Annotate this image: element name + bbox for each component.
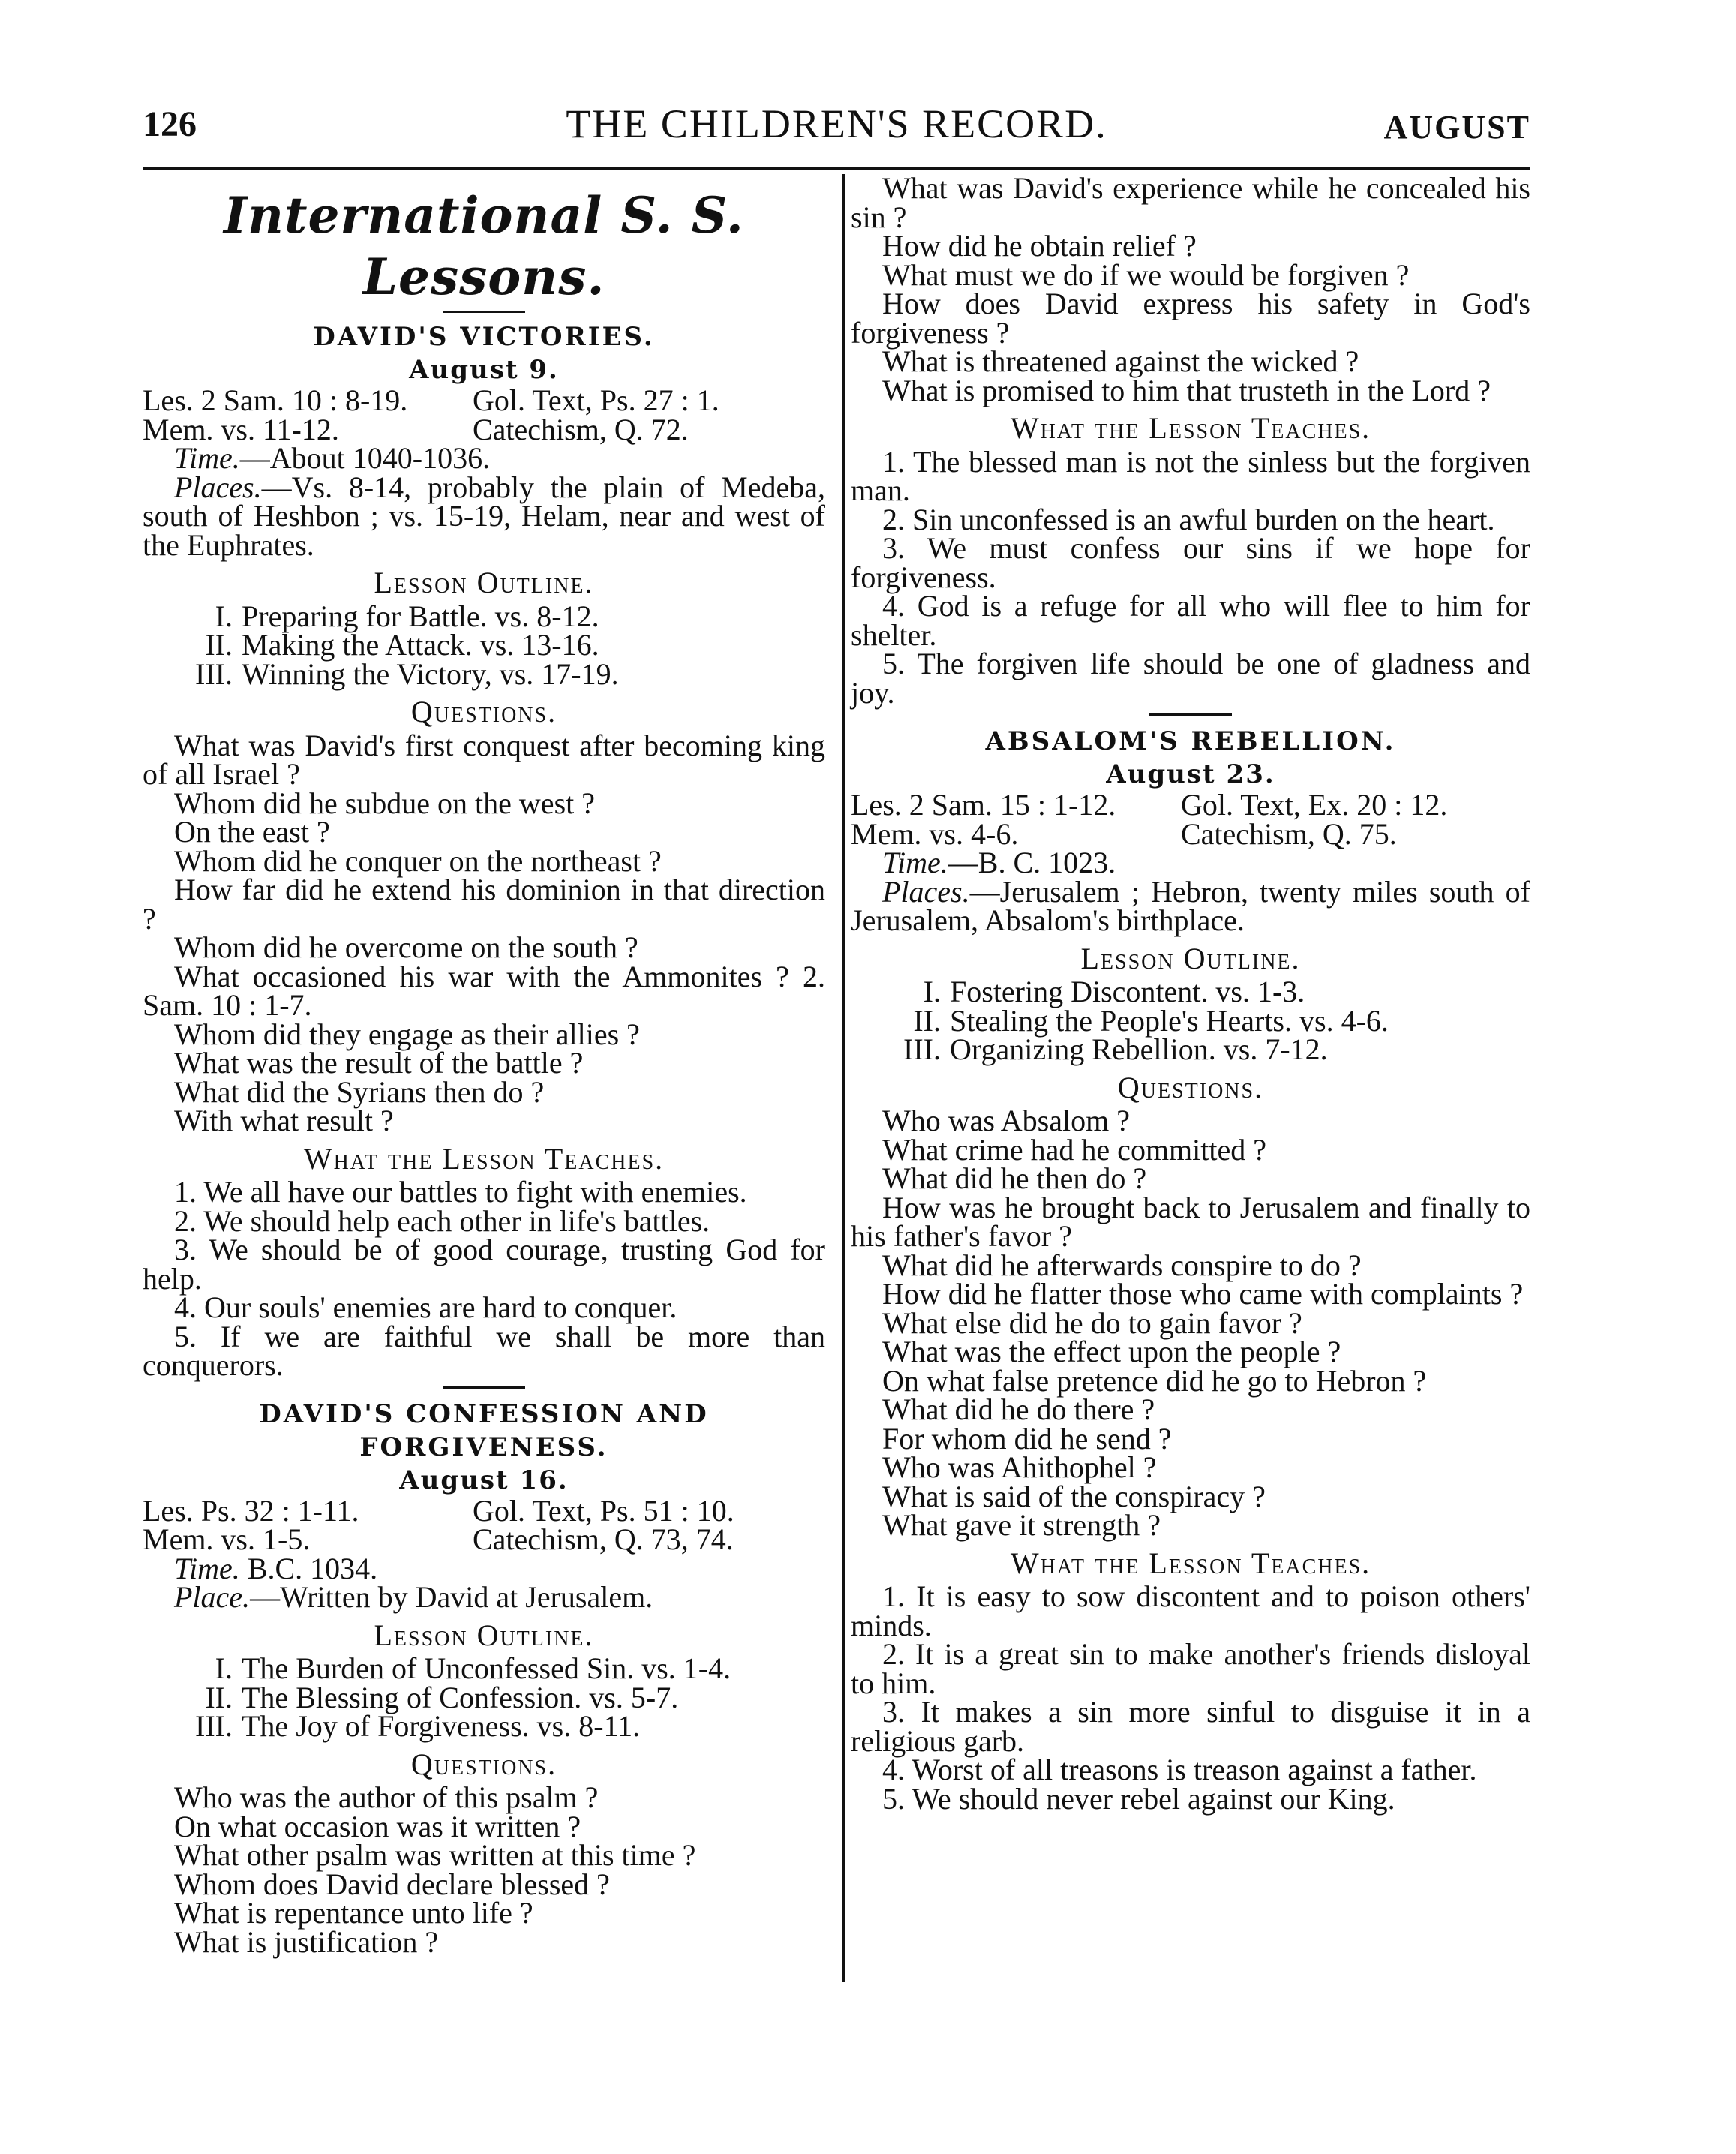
time-value: —B. C. 1023. xyxy=(948,846,1116,879)
lesson-title: DAVID'S CONFESSION AND FORGIVENESS. xyxy=(259,1398,709,1462)
question: What did he afterwards conspire to do ? xyxy=(882,1248,1362,1282)
lesson-outline xyxy=(143,1651,825,1743)
question: What is promised to him that trusteth in the Lord ? xyxy=(882,373,1491,407)
lesson-reading: Les. 2 Sam. 15 : 1-12. xyxy=(851,788,1116,822)
lesson-outline xyxy=(851,975,1530,1066)
question: Whom did he conquer on the northeast ? xyxy=(174,843,662,878)
outline-num: II. xyxy=(913,1003,941,1038)
lesson-refs xyxy=(143,383,825,417)
lesson-places xyxy=(143,1580,825,1614)
lesson-title: DAVID'S VICTORIES. xyxy=(313,322,655,352)
outline-text: Preparing for Battle. vs. 8-12. xyxy=(242,599,599,633)
lesson-refs xyxy=(143,1493,825,1528)
teaching: 1. The blessed man is not the sinless but the forgiven man. xyxy=(851,444,1530,507)
outline-text: Making the Attack. vs. 13-16. xyxy=(242,628,599,662)
outline-heading: Lesson Outline. xyxy=(374,566,594,599)
teaches-heading: What the Lesson Teaches. xyxy=(1010,1546,1371,1580)
lesson-date: August 23. xyxy=(1106,759,1275,789)
outline-item xyxy=(143,1651,825,1685)
masthead: International S. S. Lessons. xyxy=(224,186,744,306)
places-label: Places. xyxy=(882,874,970,909)
outline-text: The Joy of Forgiveness. vs. 8-11. xyxy=(242,1709,641,1743)
question: Who was the author of this psalm ? xyxy=(174,1780,599,1814)
memory-verses: Mem. vs. 4-6. xyxy=(851,816,1019,851)
golden-text: Gol. Text, Ps. 51 : 10. xyxy=(473,1493,734,1528)
outline-item xyxy=(143,1709,825,1743)
lesson-time xyxy=(851,846,1530,879)
running-head-month: AUGUST xyxy=(1383,109,1530,146)
memory-verses: Mem. vs. 11-12. xyxy=(143,412,339,446)
lesson-date: August 9. xyxy=(409,355,559,385)
places-value: —Written by David at Jerusalem. xyxy=(250,1580,653,1614)
outline-num: II. xyxy=(205,628,233,662)
outline-text: Winning the Victory, vs. 17-19. xyxy=(242,656,619,691)
questions-heading: Questions. xyxy=(410,695,557,729)
time-label: Time. xyxy=(174,441,240,475)
outline-item xyxy=(143,1680,825,1714)
question: Whom did they engage as their allies ? xyxy=(174,1017,640,1051)
places-label: Places. xyxy=(174,470,262,504)
divider xyxy=(1149,713,1232,716)
teaches-heading: What the Lesson Teaches. xyxy=(303,1141,665,1176)
question: What did he do there ? xyxy=(882,1392,1155,1426)
time-value: —About 1040-1036. xyxy=(239,441,491,475)
lesson-time xyxy=(143,441,825,475)
outline-item xyxy=(143,656,825,691)
places-value: —Jerusalem ; Hebron, twenty miles south of Jerusalem, Absalom's birthplace. xyxy=(851,874,1530,937)
outline-num: I. xyxy=(215,1651,233,1685)
question: Who was Absalom ? xyxy=(882,1104,1130,1137)
lesson-date: August 16. xyxy=(399,1465,569,1495)
teaching: 1. We all have our battles to fight with enemies. xyxy=(174,1175,747,1209)
outline-item xyxy=(851,1032,1530,1066)
question: On what false pretence did he go to Hebron ? xyxy=(882,1363,1427,1398)
lesson-time xyxy=(143,1551,825,1585)
question: What was David's first conquest after becoming king of all Israel ? xyxy=(143,728,825,791)
catechism: Catechism, Q. 75. xyxy=(1181,816,1397,851)
teaching: 2. Sin unconfessed is an awful burden on the heart. xyxy=(882,502,1495,536)
catechism: Catechism, Q. 73, 74. xyxy=(473,1522,734,1556)
outline-item xyxy=(143,599,825,633)
outline-item xyxy=(143,628,825,662)
teaching: 5. The forgiven life should be one of gladness and joy. xyxy=(851,647,1530,710)
question: What must we do if we would be forgiven ? xyxy=(882,257,1410,292)
lesson-outline xyxy=(143,599,825,691)
time-label: Time. xyxy=(882,846,948,879)
question: What is justification ? xyxy=(174,1924,439,1959)
question: What is threatened against the wicked ? xyxy=(882,344,1359,378)
teaching: 2. We should help each other in life's battles. xyxy=(174,1203,710,1238)
question: How far did he extend his dominion in that direction ? xyxy=(143,873,825,936)
question: Whom did he overcome on the south ? xyxy=(174,930,638,964)
divider xyxy=(443,1386,525,1389)
right-column xyxy=(851,171,1530,1816)
golden-text: Gol. Text, Ps. 27 : 1. xyxy=(473,383,719,417)
places-value: —Vs. 8-14, probably the plain of Medeba, south of Heshbon ; vs. 15-19, Helam, near and west of the Euphrates. xyxy=(143,470,825,562)
question: What did the Syrians then do ? xyxy=(174,1074,545,1109)
question: What was David's experience while he concealed his sin ? xyxy=(851,171,1530,234)
lesson-refs xyxy=(143,412,825,446)
question: On the east ? xyxy=(174,815,330,849)
question: Who was Ahithophel ? xyxy=(882,1450,1157,1484)
outline-item xyxy=(851,975,1530,1008)
teaching: 3. We should be of good courage, trusting God for help. xyxy=(143,1233,825,1296)
question: Whom did he subdue on the west ? xyxy=(174,786,595,820)
question: What else did he do to gain favor ? xyxy=(882,1305,1302,1340)
teaching: 5. We should never rebel against our King. xyxy=(882,1781,1395,1816)
page-number: 126 xyxy=(143,104,197,144)
lesson-places xyxy=(851,874,1530,937)
lesson-davids-confession xyxy=(143,1398,825,1957)
outline-num: I. xyxy=(923,975,941,1008)
question: What is said of the conspiracy ? xyxy=(882,1479,1266,1513)
question: What gave it strength ? xyxy=(882,1508,1161,1542)
lesson-reading: Les. 2 Sam. 10 : 8-19. xyxy=(143,383,408,417)
outline-text: The Blessing of Confession. vs. 5-7. xyxy=(242,1680,679,1714)
question: What did he then do ? xyxy=(882,1161,1147,1195)
question: How was he brought back to Jerusalem and finally to his father's favor ? xyxy=(851,1190,1530,1253)
lesson-places xyxy=(143,470,825,562)
question: On what occasion was it written ? xyxy=(174,1809,581,1843)
outline-text: Stealing the People's Hearts. vs. 4-6. xyxy=(950,1003,1389,1038)
question: How does David express his safety in God's forgiveness ? xyxy=(851,287,1530,350)
outline-num: III. xyxy=(903,1032,941,1066)
teaching: 3. We must confess our sins if we hope for forgiveness. xyxy=(851,531,1530,594)
question: Whom does David declare blessed ? xyxy=(174,1867,610,1901)
left-column xyxy=(143,174,825,1957)
outline-num: III. xyxy=(195,1709,233,1743)
question: How did he flatter those who came with complaints ? xyxy=(882,1277,1524,1311)
question: What was the effect upon the people ? xyxy=(882,1335,1341,1368)
question: What was the result of the battle ? xyxy=(174,1046,584,1080)
header-rule xyxy=(143,167,1530,170)
lesson-davids-victories xyxy=(143,320,825,1380)
journal-title: THE CHILDREN'S RECORD. xyxy=(566,101,1107,146)
teaching: 4. Our souls' enemies are hard to conquer. xyxy=(174,1290,677,1324)
page-header xyxy=(143,98,1530,150)
question: How did he obtain relief ? xyxy=(882,229,1197,263)
outline-text: Fostering Discontent. vs. 1-3. xyxy=(950,975,1305,1008)
lesson-title: ABSALOM'S REBELLION. xyxy=(985,726,1396,756)
golden-text: Gol. Text, Ex. 20 : 12. xyxy=(1181,788,1448,822)
questions-heading: Questions. xyxy=(410,1747,557,1781)
outline-heading: Lesson Outline. xyxy=(374,1618,594,1652)
teaches-heading: What the Lesson Teaches. xyxy=(1010,411,1371,445)
memory-verses: Mem. vs. 1-5. xyxy=(143,1522,311,1556)
outline-text: The Burden of Unconfessed Sin. vs. 1-4. xyxy=(242,1651,731,1685)
question: With what result ? xyxy=(174,1104,394,1137)
question: For whom did he send ? xyxy=(882,1421,1172,1456)
outline-item xyxy=(851,1003,1530,1038)
questions-heading: Questions. xyxy=(1117,1070,1264,1104)
lesson-reading: Les. Ps. 32 : 1-11. xyxy=(143,1493,359,1528)
outline-text: Organizing Rebellion. vs. 7-12. xyxy=(950,1032,1328,1066)
outline-num: II. xyxy=(205,1680,233,1714)
outline-num: III. xyxy=(195,656,233,691)
lesson-refs xyxy=(851,816,1530,851)
question: What other psalm was written at this time ? xyxy=(174,1838,696,1872)
question: What is repentance unto life ? xyxy=(174,1896,533,1930)
places-label: Place. xyxy=(174,1580,251,1614)
question: What occasioned his war with the Ammonites ? 2. Sam. 10 : 1-7. xyxy=(143,959,825,1022)
lesson-refs xyxy=(143,1522,825,1556)
outline-heading: Lesson Outline. xyxy=(1080,941,1301,975)
teaching: 4. Worst of all treasons is treason against a father. xyxy=(882,1753,1477,1786)
teaching: 5. If we are faithful we shall be more than conquerors. xyxy=(143,1319,825,1382)
divider xyxy=(443,311,525,313)
column-rule xyxy=(842,174,845,1982)
lesson-absaloms-rebellion xyxy=(851,725,1530,1816)
teaching: 2. It is a great sin to make another's friends disloyal to him. xyxy=(851,1637,1530,1700)
catechism: Catechism, Q. 72. xyxy=(473,412,689,446)
teaching: 3. It makes a sin more sinful to disguise it in a religious garb. xyxy=(851,1695,1530,1758)
question: What crime had he committed ? xyxy=(882,1132,1267,1167)
teaching: 1. It is easy to sow discontent and to poison others' minds. xyxy=(851,1579,1530,1642)
time-value: B.C. 1034. xyxy=(239,1551,378,1585)
lesson-refs xyxy=(851,788,1530,822)
time-label: Time. xyxy=(174,1551,240,1585)
outline-num: I. xyxy=(215,599,233,633)
teaching: 4. God is a refuge for all who will flee to him for shelter. xyxy=(851,589,1530,652)
